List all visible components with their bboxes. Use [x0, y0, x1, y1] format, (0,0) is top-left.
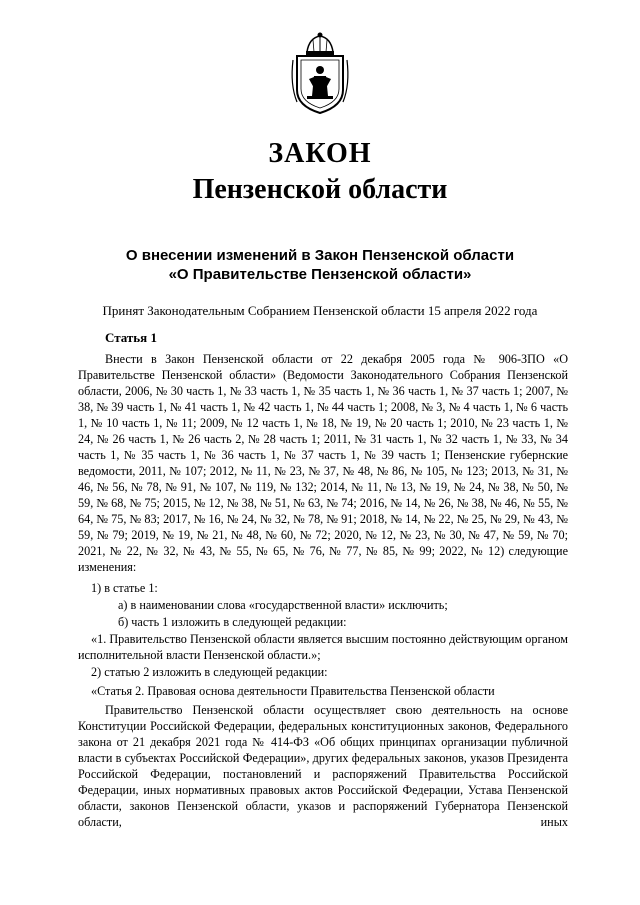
law-subject-line1: О внесении изменений в Закон Пензенской области: [125, 247, 515, 264]
quoted-article-2-text: Правительство Пензенской области осуществляет свою деятельность на основе Конституции Российской Федерации, федеральных конституционных законов, Федерального закона от 21 декабря 2021 года № 414-ФЗ «Об общих принципах организации публичной власти в субъектах Российской Федерации», других федеральных законов, указов Президента Российской Федерации, постановлений и распоряжений Правительства Российской Федерации, иных нормативных правовых актов Российской Федерации, Устава Пензенской области, законов Пензенской области, указов и распоряжений Губернатора Пензенской области, иных: [78, 703, 568, 829]
coat-of-arms-emblem: [287, 30, 353, 116]
article-intro-paragraph: Внести в Закон Пензенской области от 22 декабря 2005 года № 906-ЗПО «О Правительстве Пензенской области» (Ведомости Законодательного Собрания Пензенской области, 2006, № 30 часть 1, № 33 часть 1, № 35 часть 1, № 36 часть 1, № 37 часть 1; 2007, № 38, № 39 часть 1, № 41 часть 1, № 42 часть 1, № 44 часть 1; 2008, № 3, № 4 часть 1, № 6 часть 1, № 10 часть 1, № 11; 2009, № 12 часть 1, № 18, № 19, № 20 часть 1; 2010, № 23 часть 1, № 24, № 26 часть 1, № 26 часть 2, № 28 часть 1; 2011, № 31 часть 1, № 32 часть 1, № 33, № 34 часть 1, № 35 часть 1, № 36 часть 1, № 37 часть 1, № 39 часть 1; Пензенские губернские ведомости, 2011, № 107; 2012, № 11, № 23, № 37, № 48, № 86, № 105, № 123; 2013, № 31, № 46, № 56, № 78, № 91, № 107, № 119, № 132; 2014, № 11, № 13, № 19, № 24, № 38, № 50, № 59, № 68, № 75; 2015, № 12, № 38, № 51, № 63, № 74; 2016, № 14, № 26, № 38, № 46, № 55, № 64, № 75, № 83; 2017, № 16, № 24, № 32, № 78, № 91; 2018, № 14, № 22, № 25, № 29, № 43, № 59, № 79; 2019, № 19, № 21, № 48, № 60, № 72; 2020, № 12, № 23, № 30, № 47, № 59, № 70; 2021, № 22, № 32, № 43, № 55, № 65, № 76, № 77, № 85, № 99; 2022, № 12) следующие изменения:: [78, 352, 568, 574]
list-item-1: 1) в статье 1:: [91, 581, 158, 595]
list-item-1b: б) часть 1 изложить в следующей редакции:: [118, 615, 347, 629]
list-item-1a: а) в наименовании слова «государственной власти» исключить;: [118, 598, 448, 612]
region-title: Пензенской области: [192, 174, 448, 205]
law-subject-line2: «О Правительстве Пензенской области»: [168, 266, 472, 283]
list-item-2: 2) статью 2 изложить в следующей редакции:: [91, 665, 328, 679]
quoted-part-1: «1. Правительство Пензенской области является высшим постоянно действующим органом исполнительной власти Пензенской области.»;: [78, 632, 568, 662]
article-heading: Статья 1: [105, 330, 157, 345]
quoted-article-2-title: «Статья 2. Правовая основа деятельности Правительства Пензенской области: [91, 684, 495, 698]
adoption-statement: Принят Законодательным Собранием Пензенской области 15 апреля 2022 года: [102, 303, 538, 318]
document-type-title: ЗАКОН: [268, 138, 372, 169]
